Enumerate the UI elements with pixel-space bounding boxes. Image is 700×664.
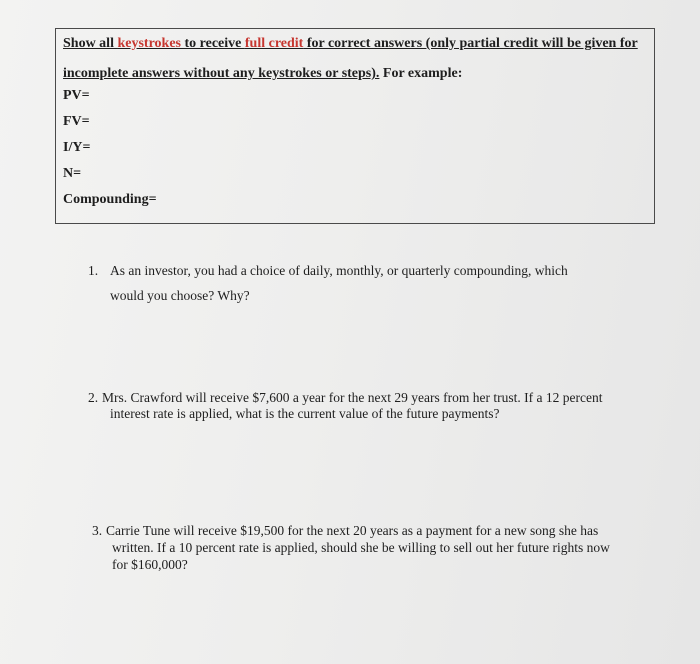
instructions-line-2 (63, 66, 462, 82)
question-3-line-2: written. If a 10 percent rate is applied, should she be willing to sell out her future rights now (112, 540, 610, 555)
question-1-line-2: would you choose? Why? (110, 288, 250, 303)
instructions-text: for correct answers (only partial credit will be given for (303, 36, 638, 51)
full-credit-highlight: full credit (244, 36, 304, 51)
field-fv: FV= (63, 114, 90, 129)
question-2-number: 2. (88, 390, 99, 405)
instructions-line-1 (63, 36, 638, 52)
instructions-text: incomplete answers without any keystrokes or steps). (63, 66, 380, 81)
question-2-line-2: interest rate is applied, what is the current value of the future payments? (110, 406, 500, 421)
question-3-line-3: for $160,000? (112, 557, 188, 572)
question-2-line-1: Mrs. Crawford will receive $7,600 a year for the next 29 years from her trust. If a 12 percent (102, 390, 603, 405)
instructions-text: For example: (379, 66, 463, 81)
field-iy: I/Y= (63, 140, 91, 155)
field-compounding: Compounding= (63, 192, 157, 207)
question-1-line-1: As an investor, you had a choice of daily, monthly, or quarterly compounding, which (110, 263, 568, 278)
question-3-line-1: Carrie Tune will receive $19,500 for the next 20 years as a payment for a new song she has (106, 523, 599, 538)
field-n: N= (63, 166, 82, 181)
keystrokes-highlight: keystrokes (117, 36, 181, 51)
question-3-number: 3. (92, 523, 103, 538)
field-pv: PV= (63, 88, 90, 103)
instructions-text: to receive (181, 36, 245, 51)
instructions-text: Show all (63, 36, 118, 51)
question-1-number: 1. (88, 263, 99, 278)
